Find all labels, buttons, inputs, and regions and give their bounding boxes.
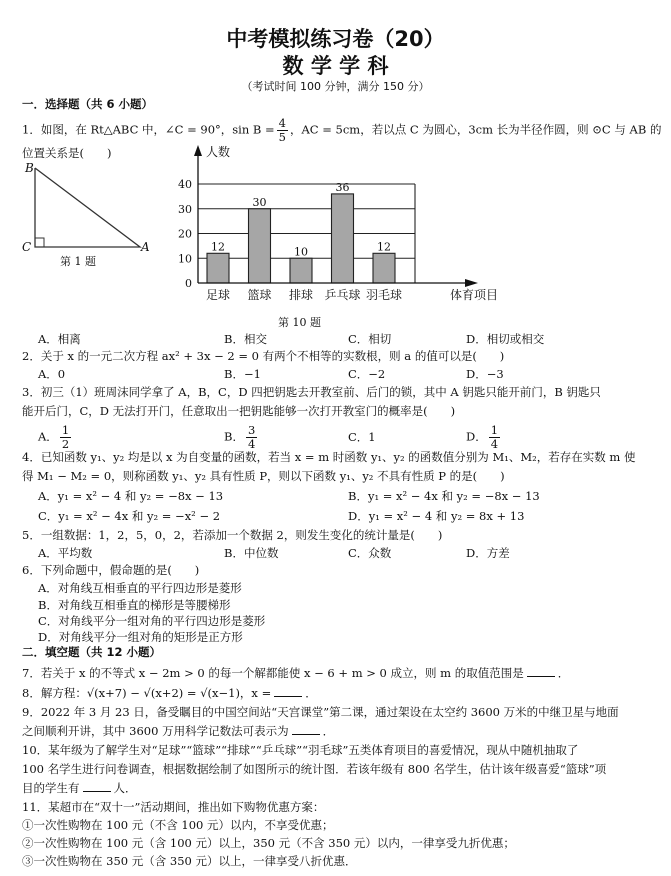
- option-c[interactable]: C．众数: [348, 546, 392, 560]
- q4-line2: 得 M₁ − M₂ = 0，则称函数 y₁、y₂ 具有性质 P，则以下函数 y₁、y₂ 不具有性质 P 的是( ): [22, 469, 505, 483]
- option-d[interactable]: D．相切或相交: [466, 332, 545, 346]
- bar-足球: [207, 253, 229, 283]
- y-tick-label: 10: [178, 252, 192, 266]
- option-a[interactable]: A．相离: [38, 332, 81, 346]
- category-label: 篮球: [247, 288, 272, 302]
- option-label: D．: [466, 429, 487, 444]
- option-label: A．: [38, 429, 58, 444]
- bar-篮球: [249, 209, 271, 283]
- option-label: B．: [224, 429, 244, 444]
- category-label: 排球: [288, 288, 314, 302]
- q7-text: 7．若关于 x 的不等式 x − 2m > 0 的每一个解都能使 x − 6 + m > 0 成立，则 m 的取值范围是: [22, 666, 524, 680]
- q9-text: 之间顺利开讲，其中 3600 万用科学记数法可表示为: [22, 724, 289, 738]
- q10-line3: [22, 780, 137, 796]
- exam-title: 中考模拟练习卷（20）: [226, 27, 445, 51]
- punctuation: ．: [322, 724, 335, 738]
- bar-羽毛球: [373, 253, 395, 283]
- q10-end: 人．: [113, 781, 137, 795]
- bar-value-label: 30: [252, 195, 267, 209]
- q9-line2: [22, 723, 334, 739]
- vertex-c: C: [22, 240, 32, 254]
- option-c[interactable]: C．1: [348, 430, 376, 444]
- bar-value-label: 12: [377, 240, 391, 254]
- bar-乒乓球: [332, 194, 354, 283]
- y-axis-arrow: [194, 145, 202, 156]
- numerator: 1: [61, 423, 70, 437]
- option-d[interactable]: D．对角线平分一组对角的矩形是正方形: [38, 630, 243, 644]
- triangle-figure: [0, 150, 180, 275]
- q8-text: 8．解方程：√(x+7) − √(x+2) = √(x−1)，x =: [22, 686, 272, 700]
- bar-value-label: 10: [294, 245, 308, 259]
- category-label: 羽毛球: [365, 288, 403, 302]
- denominator: 4: [247, 437, 256, 451]
- option-c[interactable]: C．y₁ = x² − 4x 和 y₂ = −x² − 2: [38, 509, 221, 523]
- bar-排球: [290, 258, 312, 283]
- option-c[interactable]: C．相切: [348, 332, 392, 346]
- answer-blank[interactable]: [292, 724, 320, 735]
- fraction: [246, 424, 257, 451]
- category-label: 足球: [205, 288, 231, 302]
- q11-item-1: ①一次性购物在 100 元（不含 100 元）以内，不享受优惠；: [22, 818, 334, 832]
- category-label: 乒乓球: [324, 288, 361, 302]
- question-2: 2．关于 x 的一元二次方程 ax² + 3x − 2 = 0 有两个不相等的实数根，则 a 的值可以是( ): [22, 349, 505, 363]
- question-8: [22, 685, 317, 701]
- bar-chart: [160, 140, 520, 335]
- option-a[interactable]: A．y₁ = x² − 4 和 y₂ = −8x − 13: [38, 489, 224, 503]
- vertex-a: A: [141, 240, 150, 254]
- q11-item-3: ③一次性购物在 350 元（含 350 元）以上，一律享受八折优惠．: [22, 854, 357, 868]
- right-angle-mark: [35, 238, 44, 247]
- option-a[interactable]: A．平均数: [38, 546, 93, 560]
- triangle-abc: [35, 168, 140, 247]
- numerator: 1: [490, 423, 499, 437]
- fraction: [489, 424, 500, 451]
- punctuation: ．: [305, 686, 317, 700]
- q3-line2: 能开后门，C，D 无法打开门，任意取出一把钥匙能够一次打开教室门的概率是( ): [22, 404, 456, 418]
- option-d[interactable]: D．−3: [466, 367, 504, 381]
- q10-line2: 100 名学生进行问卷调查，根据数据绘制了如图所示的统计图．若该年级有 800 名学生，估计该年级喜爱“篮球”项: [22, 762, 607, 776]
- option-a[interactable]: [38, 424, 73, 451]
- y-tick-label: 30: [178, 202, 192, 216]
- q10-text: 目的学生有: [22, 781, 80, 795]
- y-tick-label: 0: [185, 277, 192, 290]
- question-11: 11．某超市在“双十一”活动期间，推出如下购物优惠方案：: [22, 800, 325, 814]
- q1-text: 1．如图，在 Rt△ABC 中，∠C = 90°，sin B =: [22, 122, 275, 137]
- option-b[interactable]: B．中位数: [224, 546, 279, 560]
- question-9: 9．2022 年 3 月 23 日，备受瞩目的中国空间站“天宫课堂”第二课，通过架设在太空约 3600 万米的中继卫星与地面: [22, 705, 619, 719]
- question-3: 3．初三（1）班周沫同学拿了 A，B，C，D 四把钥匙去开教室前、后门的锁，其中 A 钥匙只能开前门，B 钥匙只: [22, 385, 601, 399]
- option-b[interactable]: B．y₁ = x² − 4x 和 y₂ = −8x − 13: [348, 489, 540, 503]
- numerator: 4: [278, 116, 286, 130]
- subject-title: 数 学 学 科: [282, 54, 389, 78]
- figure-1-caption: 第 1 题: [60, 255, 96, 268]
- numerator: 3: [247, 423, 256, 437]
- answer-blank[interactable]: [274, 686, 302, 697]
- x-axis-label: 体育项目: [450, 288, 499, 302]
- option-b[interactable]: B．−1: [224, 367, 261, 381]
- question-5: 5．一组数据：1，2，5，0，2，若添加一个数据 2，则发生变化的统计量是( ): [22, 528, 443, 542]
- option-b[interactable]: B．相交: [224, 332, 267, 346]
- question-10: 10．某年级为了解学生对“足球”“篮球”“排球”“乒乓球”“羽毛球”五类体育项目的喜爱情况，现从中随机抽取了: [22, 743, 579, 757]
- x-axis-arrow: [465, 279, 478, 287]
- option-d[interactable]: [466, 424, 502, 451]
- option-a[interactable]: A．0: [38, 367, 66, 381]
- section-heading-fill: 二．填空题（共 12 小题）: [22, 645, 162, 659]
- exam-note: （考试时间 100 分钟，满分 150 分）: [241, 80, 430, 93]
- denominator: 4: [490, 437, 499, 451]
- question-6: 6．下列命题中，假命题的是( ): [22, 563, 200, 577]
- section-heading-choice: 一．选择题（共 6 小题）: [22, 97, 154, 111]
- q1-line2: 位置关系是( ): [22, 146, 112, 160]
- bar-value-label: 36: [335, 180, 350, 194]
- option-c[interactable]: C．对角线平分一组对角的平行四边形是菱形: [38, 614, 266, 628]
- question-4: 4．已知函数 y₁、y₂ 均是以 x 为自变量的函数，若当 x = m 时函数 y₁、y₂ 的函数值分别为 M₁、M₂，若存在实数 m 使: [22, 450, 636, 464]
- option-d[interactable]: D．方差: [466, 546, 510, 560]
- bar-value-label: 12: [211, 240, 225, 254]
- vertex-b: B: [25, 161, 34, 175]
- question-7: [22, 665, 569, 681]
- option-b[interactable]: [224, 424, 259, 451]
- option-d[interactable]: D．y₁ = x² − 4 和 y₂ = 8x + 13: [348, 509, 525, 523]
- denominator: 2: [61, 437, 70, 451]
- denominator: 5: [278, 130, 286, 144]
- answer-blank[interactable]: [83, 781, 111, 792]
- option-c[interactable]: C．−2: [348, 367, 386, 381]
- y-tick-label: 20: [178, 227, 192, 241]
- y-axis-label: 人数: [206, 145, 231, 159]
- q1-text-cont: ，AC = 5cm，若以点 C 为圆心，3cm 长为半径作圆，则 ⊙C 与 AB 的: [290, 122, 662, 137]
- option-b[interactable]: B．对角线互相垂直的梯形是等腰梯形: [38, 598, 231, 612]
- figure-10-caption: 第 10 题: [278, 316, 321, 329]
- option-a[interactable]: A．对角线互相垂直的平行四边形是菱形: [38, 581, 242, 595]
- y-tick-label: 40: [178, 178, 192, 191]
- answer-blank[interactable]: [527, 666, 555, 677]
- punctuation: ．: [557, 666, 570, 680]
- q11-item-2: ②一次性购物在 100 元（含 100 元）以上，350 元（不含 350 元）以内，一律享受九折优惠；: [22, 836, 515, 850]
- fraction: [60, 424, 71, 451]
